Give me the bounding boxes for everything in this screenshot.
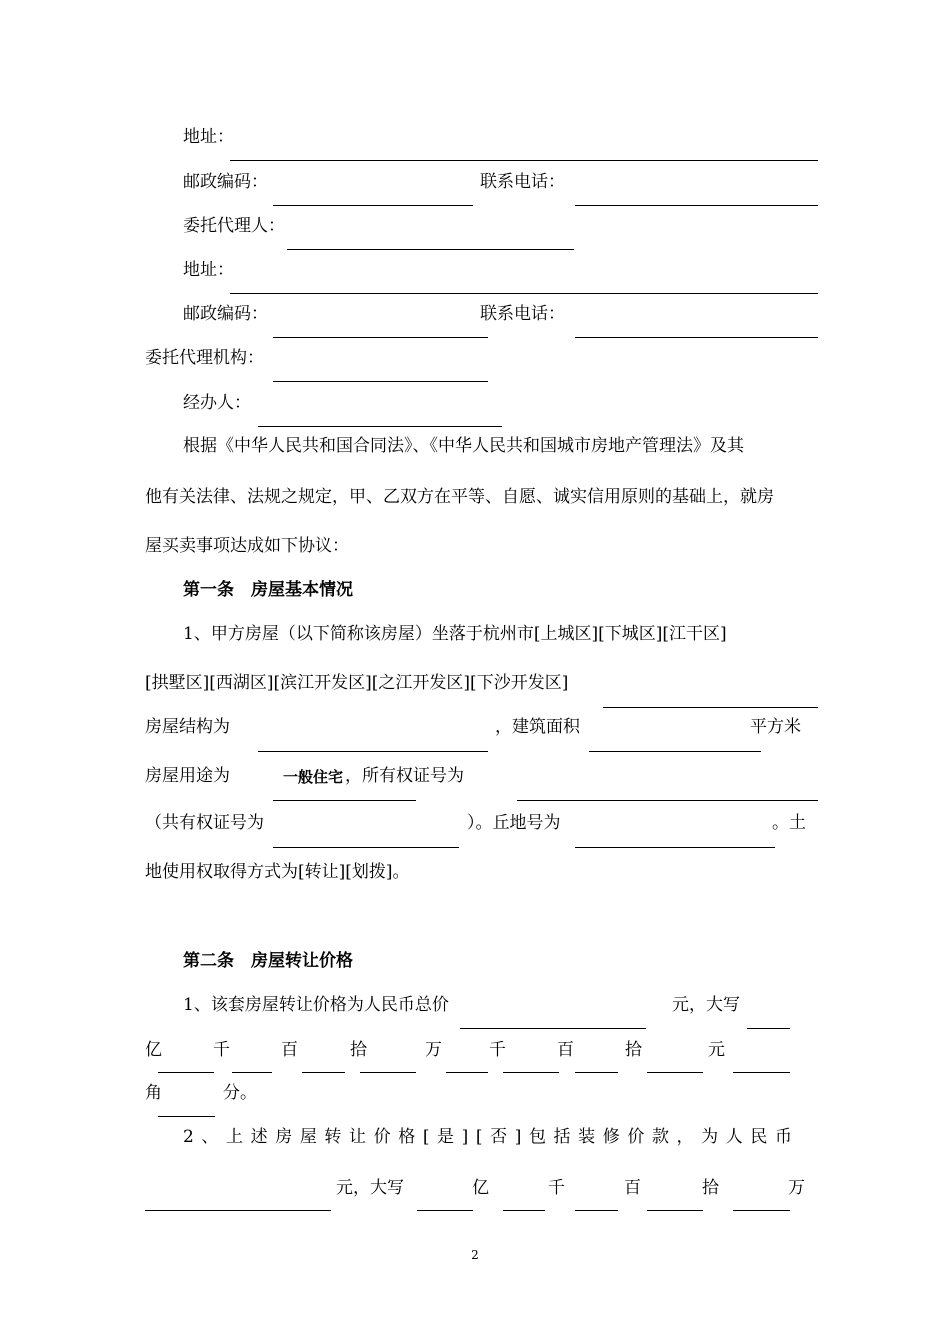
cert-blank[interactable] (517, 800, 818, 801)
p2-unit-shi: 拾 (702, 1178, 719, 1198)
agent-blank[interactable] (287, 249, 574, 250)
address-blank[interactable] (230, 160, 818, 161)
article-1-title: 第一条 房屋基本情况 (183, 580, 353, 600)
cert-label: ，所有权证号为 (345, 766, 464, 786)
co-cert-label: （共有权证号为 (145, 813, 264, 833)
agent-label: 委托代理人： (183, 216, 285, 236)
agent-address-blank[interactable] (230, 293, 818, 294)
unit-qian-2: 千 (489, 1040, 506, 1060)
p2-unit-bai: 百 (624, 1178, 641, 1198)
article-2-p1-prefix: 1、该套房屋转让价格为人民币总价 (183, 995, 449, 1015)
preamble-line-1: 根据《中华人民共和国合同法》、《中华人民共和国城市房地产管理法》及其 (183, 436, 744, 456)
dx-blank-6[interactable] (503, 1072, 559, 1073)
p2-dx-blank-4[interactable] (647, 1210, 703, 1211)
phone-label: 联系电话： (480, 172, 565, 192)
dx-blank-1[interactable] (158, 1072, 214, 1073)
unit-jiao: 角 (145, 1083, 162, 1103)
area-unit: 平方米 (750, 717, 801, 737)
address-label: 地址： (183, 127, 234, 147)
use-blank[interactable] (273, 800, 416, 801)
agent-phone-label: 联系电话： (480, 304, 565, 324)
p2-unit-wan: 万 (788, 1178, 805, 1198)
unit-shi-2: 拾 (625, 1040, 642, 1060)
postcode-label: 邮政编码： (183, 172, 268, 192)
dx-blank-9[interactable] (733, 1072, 790, 1073)
unit-yi: 亿 (145, 1040, 162, 1060)
dx-blank-3[interactable] (302, 1072, 345, 1073)
dx-jiao-blank[interactable] (158, 1116, 215, 1117)
agent-phone-blank[interactable] (575, 337, 818, 338)
use-value: 一般住宅 (283, 768, 344, 786)
area-upper-blank[interactable] (603, 707, 818, 708)
handler-blank[interactable] (258, 426, 502, 427)
area-blank[interactable] (589, 751, 761, 752)
p2-dx-blank-5[interactable] (733, 1210, 790, 1211)
article-1-p1-line-1: 1、甲方房屋（以下简称该房屋）坐落于杭州市[上城区][下城区][江干区] (183, 624, 727, 644)
article-2-p2-yuan: 元，大写 (336, 1178, 404, 1198)
p2-dx-blank-2[interactable] (503, 1210, 545, 1211)
phone-blank[interactable] (575, 205, 818, 206)
p2-dx-blank-3[interactable] (575, 1210, 618, 1211)
p2-price-blank[interactable] (145, 1210, 331, 1211)
dx-blank-4[interactable] (360, 1072, 416, 1073)
p2-dx-blank-1[interactable] (417, 1210, 473, 1211)
agency-label: 委托代理机构： (145, 348, 264, 368)
unit-qian: 千 (213, 1040, 230, 1060)
dx-blank-7[interactable] (575, 1072, 618, 1073)
land-line: 地使用权取得方式为[转让][划拨]。 (145, 862, 410, 882)
postcode-blank[interactable] (273, 205, 473, 206)
unit-bai-2: 百 (557, 1040, 574, 1060)
unit-fen: 分。 (223, 1083, 257, 1103)
agency-blank[interactable] (273, 381, 488, 382)
article-2-p2-line-1: 2、上述房屋转让价格[是][否]包括装修价款，为人民币 (183, 1127, 800, 1147)
unit-shi: 拾 (350, 1040, 367, 1060)
dx-blank-2[interactable] (232, 1072, 272, 1073)
preamble-line-3: 屋买卖事项达成如下协议： (145, 536, 349, 556)
lot-label: ）。丘地号为 (467, 813, 561, 833)
preamble-line-2: 他有关法律、法规之规定，甲、乙双方在平等、自愿、诚实信用原则的基础上，就房 (145, 487, 774, 507)
agent-postcode-label: 邮政编码： (183, 304, 268, 324)
dx-blank-8[interactable] (647, 1072, 703, 1073)
dx-yi-blank[interactable] (747, 1028, 790, 1029)
unit-yuan: 元 (708, 1040, 725, 1060)
unit-wan: 万 (425, 1040, 442, 1060)
lot-blank[interactable] (575, 847, 775, 848)
p2-unit-qian: 千 (548, 1178, 565, 1198)
page-number: 2 (471, 1248, 479, 1262)
agent-postcode-blank[interactable] (273, 337, 488, 338)
article-2-p1-yuan: 元，大写 (672, 995, 740, 1015)
agent-address-label: 地址： (183, 260, 234, 280)
structure-blank[interactable] (258, 751, 488, 752)
article-1-p1-line-2: [拱墅区][西湖区][滨江开发区][之江开发区][下沙开发区] (145, 673, 569, 693)
use-label: 房屋用途为 (145, 766, 230, 786)
unit-bai: 百 (281, 1040, 298, 1060)
co-cert-blank[interactable] (273, 847, 459, 848)
land-tail: 。土 (772, 813, 806, 833)
total-price-blank[interactable] (460, 1028, 646, 1029)
handler-label: 经办人： (183, 393, 251, 413)
area-label: ，建筑面积 (495, 717, 580, 737)
dx-blank-5[interactable] (446, 1072, 488, 1073)
p2-unit-yi: 亿 (472, 1178, 489, 1198)
structure-label: 房屋结构为 (145, 717, 230, 737)
article-2-title: 第二条 房屋转让价格 (183, 951, 353, 971)
